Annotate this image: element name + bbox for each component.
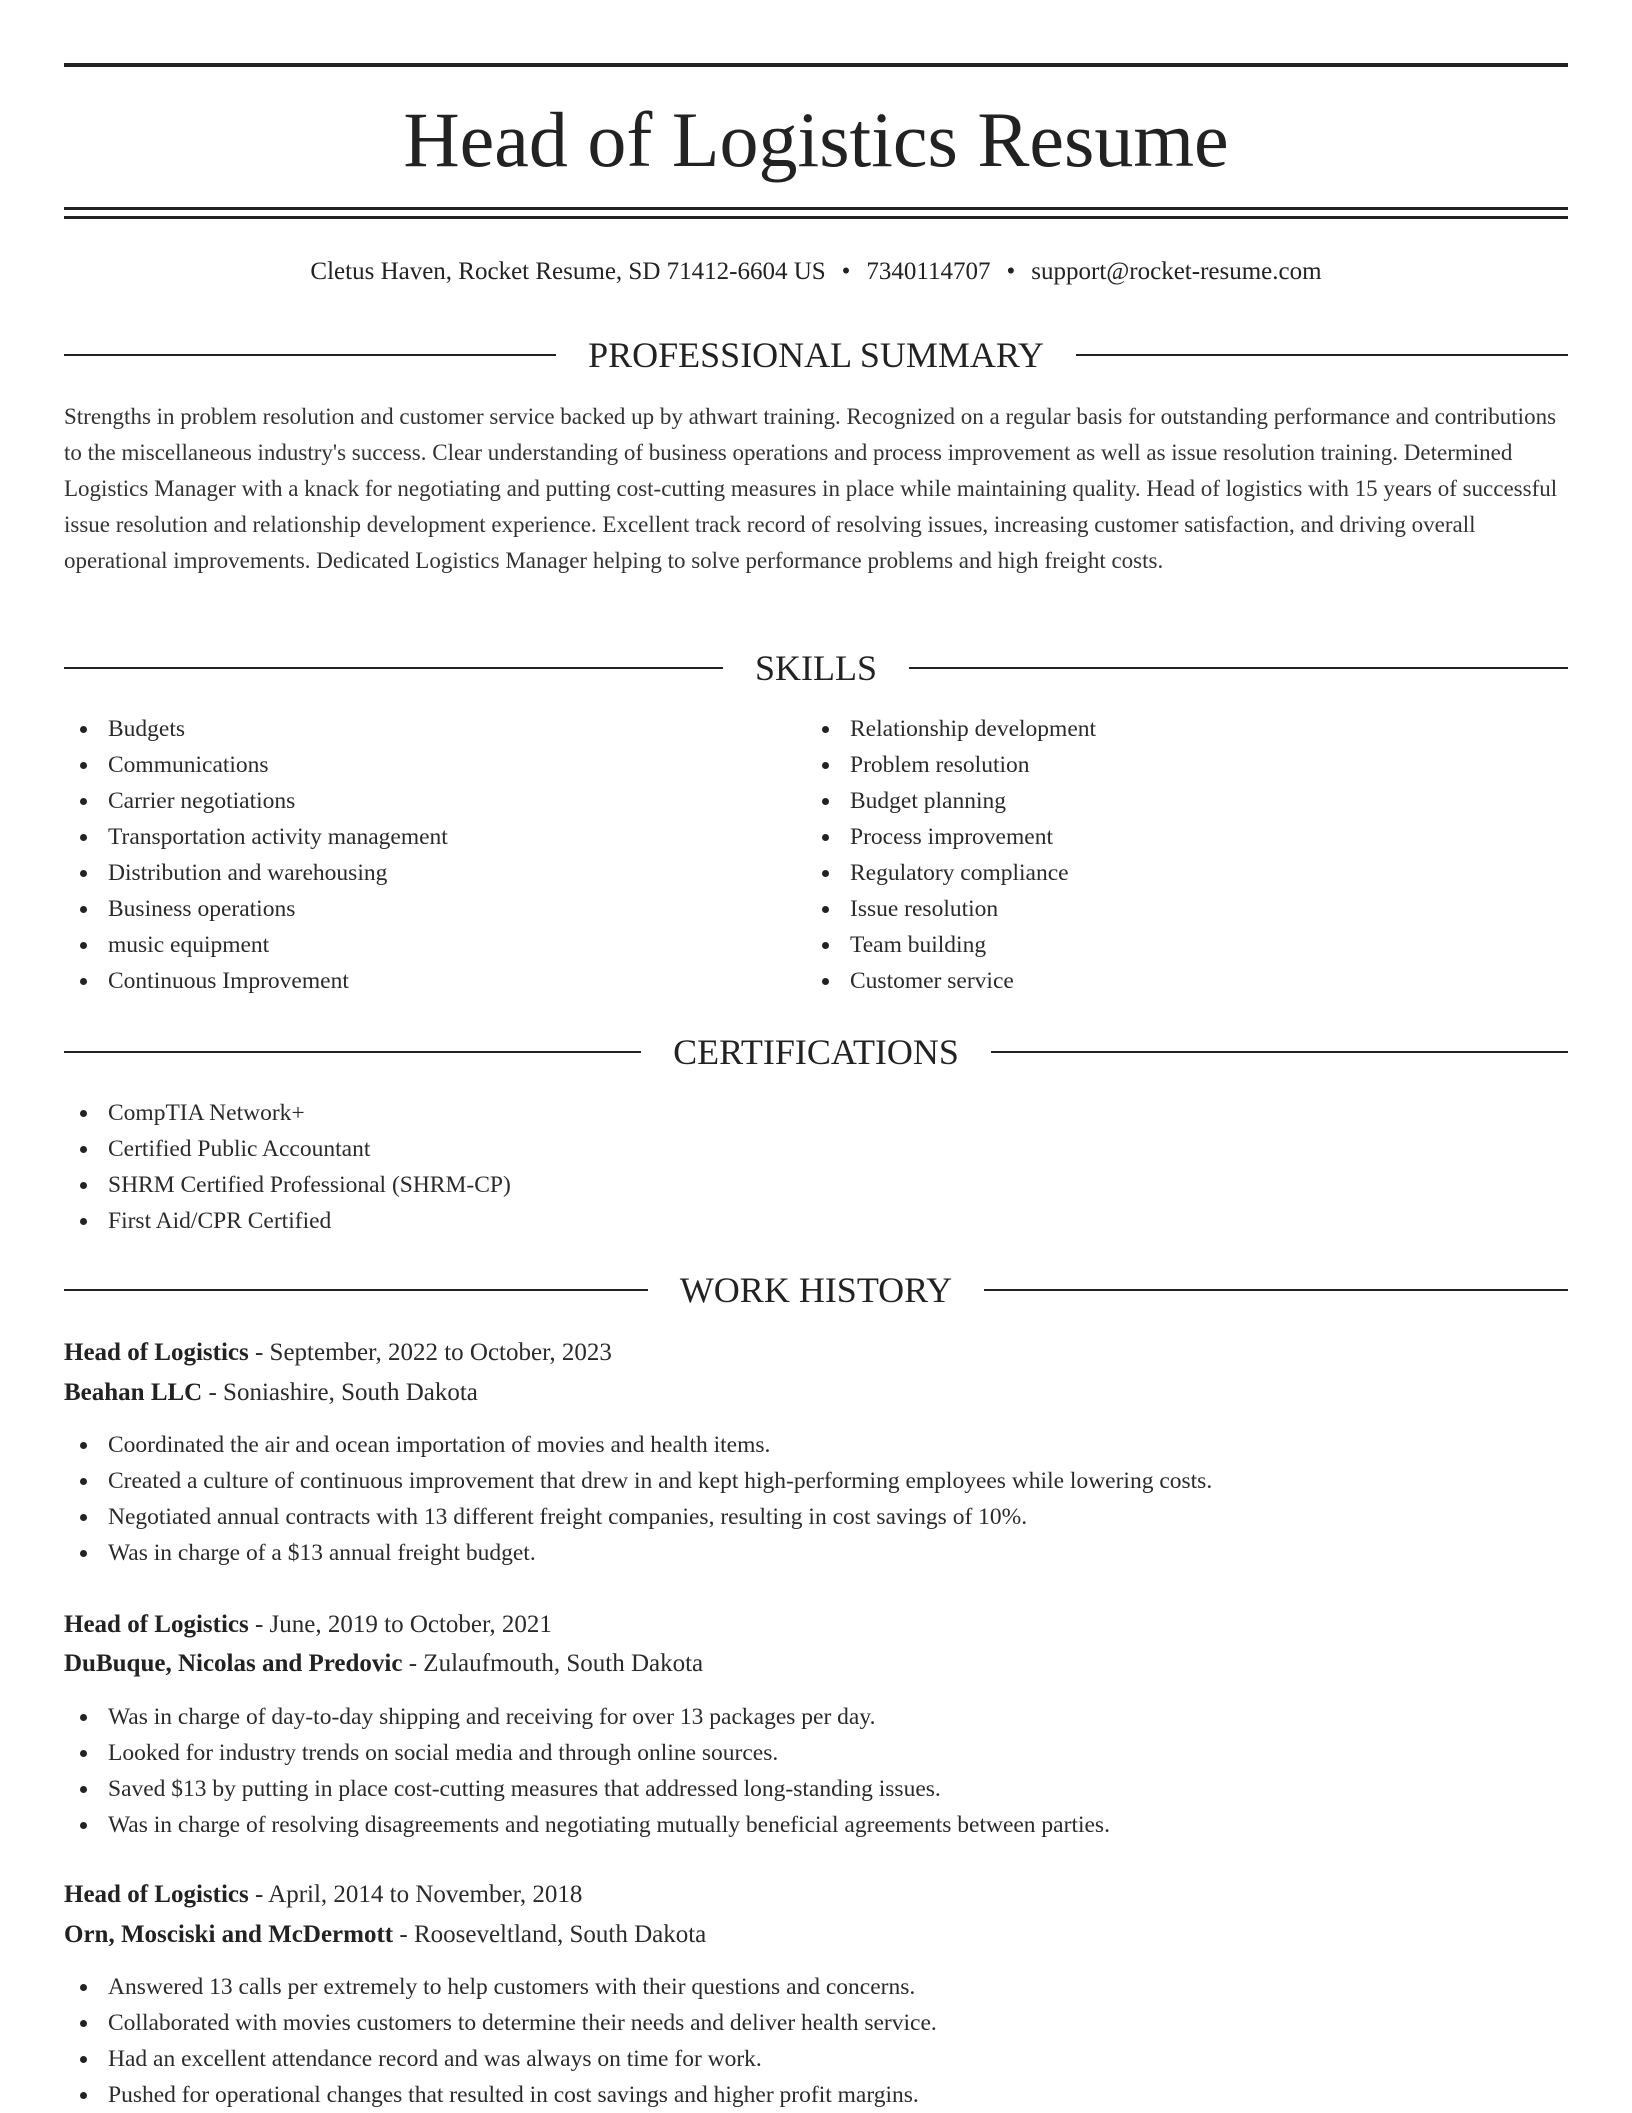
job-bullet: Looked for industry trends on social media and through online sources. — [64, 1735, 1544, 1771]
job-company-line — [64, 1376, 478, 1410]
job-bullets — [64, 1969, 1544, 2113]
section-title-skills: SKILLS — [755, 648, 878, 688]
job-dates: - September, 2022 to October, 2023 — [248, 1339, 612, 1366]
section-rule-right — [1076, 354, 1568, 356]
skill-item: Budget planning — [806, 783, 1506, 819]
skill-item: Distribution and warehousing — [64, 855, 764, 891]
contact-address: Cletus Haven, Rocket Resume, SD 71412-6604 US — [310, 258, 826, 285]
summary-text: Strengths in problem resolution and customer service backed up by athwart training. Recognized on a regular basis for outstanding performance and contributions to the miscellaneous industry's success. Clear understanding of business operations and process improvement as well as issue resolution training. Determined Logistics Manager with a knack for negotiating and putting cost-cutting measures in place while maintaining quality. Head of logistics with 15 years of successful issue resolution and relationship development experience. Excellent track record of resolving issues, increasing customer satisfaction, and driving overall operational improvements. Dedicated Logistics Manager helping to solve performance problems and high freight costs. — [64, 404, 1558, 573]
header-top-rule — [64, 63, 1568, 67]
job-company: Beahan LLC — [64, 1379, 203, 1406]
job-bullet: Created a culture of continuous improvement that drew in and kept high-performing employees while lowering costs. — [64, 1463, 1544, 1499]
section-title-work-history: WORK HISTORY — [679, 1270, 953, 1310]
job-title-line — [64, 1336, 612, 1370]
skill-item: Communications — [64, 747, 764, 783]
section-rule-left — [64, 667, 723, 669]
skill-item: Customer service — [806, 963, 1506, 999]
header-double-rule-upper — [64, 207, 1568, 210]
section-rule-left — [64, 354, 556, 356]
certifications-list — [64, 1095, 1464, 1239]
skill-item: Process improvement — [806, 819, 1506, 855]
job-company: DuBuque, Nicolas and Predovic — [64, 1650, 403, 1677]
contact-line — [64, 255, 1568, 289]
job-title-line — [64, 1878, 582, 1912]
job-company: Orn, Mosciski and McDermott — [64, 1921, 394, 1948]
job-bullets — [64, 1699, 1544, 1843]
section-rule-left — [64, 1051, 641, 1053]
certification-item: CompTIA Network+ — [64, 1095, 1464, 1131]
certification-item: First Aid/CPR Certified — [64, 1203, 1464, 1239]
section-header-skills — [64, 646, 1568, 690]
skill-item: Problem resolution — [806, 747, 1506, 783]
header-double-rule-lower — [64, 216, 1568, 219]
skill-item: Regulatory compliance — [806, 855, 1506, 891]
section-rule-right — [909, 667, 1568, 669]
job-dates: - June, 2019 to October, 2021 — [248, 1611, 552, 1638]
job-bullet: Collaborated with movies customers to determine their needs and deliver health service. — [64, 2005, 1544, 2041]
skills-list-right — [806, 711, 1506, 999]
skill-item: Team building — [806, 927, 1506, 963]
job-bullets — [64, 1427, 1544, 1571]
skills-list-left — [64, 711, 764, 999]
job-company-line — [64, 1647, 703, 1681]
skill-item: Budgets — [64, 711, 764, 747]
section-rule-right — [991, 1051, 1568, 1053]
page-title: Head of Logistics Resume — [403, 96, 1229, 183]
job-bullet: Had an excellent attendance record and was always on time for work. — [64, 2041, 1544, 2077]
section-rule-right — [984, 1289, 1568, 1291]
contact-separator: • — [841, 258, 851, 285]
skill-item: Business operations — [64, 891, 764, 927]
contact-email: support@rocket-resume.com — [1031, 258, 1322, 285]
contact-separator: • — [1006, 258, 1016, 285]
job-title-line — [64, 1608, 552, 1642]
skill-item: Carrier negotiations — [64, 783, 764, 819]
section-header-work-history — [64, 1268, 1568, 1312]
job-bullet: Was in charge of day-to-day shipping and receiving for over 13 packages per day. — [64, 1699, 1544, 1735]
job-title: Head of Logistics — [64, 1611, 249, 1638]
section-header-summary — [64, 333, 1568, 377]
job-bullet: Was in charge of a $13 annual freight budget. — [64, 1535, 1544, 1571]
job-bullet: Answered 13 calls per extremely to help customers with their questions and concerns. — [64, 1969, 1544, 2005]
certification-item: Certified Public Accountant — [64, 1131, 1464, 1167]
job-bullet: Was in charge of resolving disagreements and negotiating mutually beneficial agreements between parties. — [64, 1807, 1544, 1843]
section-rule-left — [64, 1289, 648, 1291]
job-company-line — [64, 1918, 706, 1952]
job-bullet: Saved $13 by putting in place cost-cutting measures that addressed long-standing issues. — [64, 1771, 1544, 1807]
job-title: Head of Logistics — [64, 1339, 249, 1366]
job-location: - Rooseveltland, South Dakota — [393, 1921, 707, 1948]
section-title-summary: PROFESSIONAL SUMMARY — [588, 335, 1044, 375]
job-bullet: Coordinated the air and ocean importation of movies and health items. — [64, 1427, 1544, 1463]
contact-phone: 7340114707 — [866, 258, 991, 285]
section-header-certifications — [64, 1030, 1568, 1074]
job-location: - Soniashire, South Dakota — [202, 1379, 478, 1406]
job-bullet: Pushed for operational changes that resulted in cost savings and higher profit margins. — [64, 2077, 1544, 2113]
section-title-certifications: CERTIFICATIONS — [673, 1032, 959, 1072]
job-title: Head of Logistics — [64, 1881, 249, 1908]
skill-item: Relationship development — [806, 711, 1506, 747]
job-bullet: Negotiated annual contracts with 13 different freight companies, resulting in cost savings of 10%. — [64, 1499, 1544, 1535]
certification-item: SHRM Certified Professional (SHRM-CP) — [64, 1167, 1464, 1203]
skill-item: music equipment — [64, 927, 764, 963]
skill-item: Issue resolution — [806, 891, 1506, 927]
skill-item: Continuous Improvement — [64, 963, 764, 999]
job-location: - Zulaufmouth, South Dakota — [402, 1650, 704, 1677]
skill-item: Transportation activity management — [64, 819, 764, 855]
job-dates: - April, 2014 to November, 2018 — [248, 1881, 583, 1908]
